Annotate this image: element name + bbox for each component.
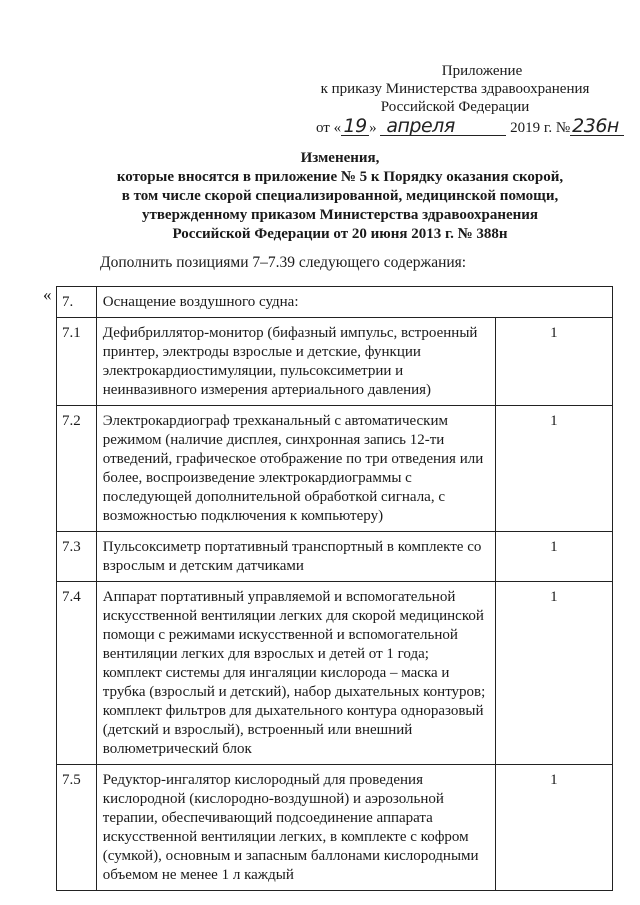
row-description (96, 765, 495, 891)
country-name: Российской Федерации (380, 99, 530, 115)
row-description (96, 582, 495, 765)
title-line: Изменения, (300, 150, 380, 166)
row-description (96, 318, 495, 406)
handwritten-month: апреля (380, 117, 506, 136)
handwritten-order-number: 236н (570, 117, 624, 136)
intro-text: Дополнить позициями 7–7.39 следующего содержания: (100, 254, 467, 271)
row-description (96, 532, 495, 582)
row-description-text: Аппарат портативный управляемой и вспомогательной искусственной вентиляции легких для скорой медицинской помощи с режимами искусственной и вспомогательной вентиляции легких для взрослых и детей от 1 года; комплект системы для ингаляции кислорода – маска и трубка (взрослый и детский), набор дыхательных контуров; комплект фильтров для дыхательного контура одноразовый (детский и взрослый), встроенный или внешний волюметрический блок (102, 589, 486, 757)
row-description (96, 287, 612, 318)
handwritten-day: 19 (341, 117, 369, 136)
table-row (57, 287, 613, 318)
row-quantity: 1 (495, 532, 612, 582)
row-quantity: 1 (495, 765, 612, 891)
table-row (57, 765, 613, 891)
title-line: Российской Федерации от 20 июня 2013 г. № 388н (172, 226, 508, 242)
row-quantity: 1 (495, 582, 612, 765)
order-date-line (300, 115, 619, 137)
table-row (57, 532, 613, 582)
row-description-text: Пульсоксиметр портативный транспортный в комплекте со взрослым и детским датчиками (102, 539, 482, 574)
date-mid: » (369, 120, 377, 136)
row-number: 7.3 (57, 532, 97, 582)
date-year: 2019 г. № (510, 120, 571, 136)
opening-quote: « (43, 285, 52, 304)
row-number: 7.4 (57, 582, 97, 765)
row-description-text: Электрокардиограф трехканальный с автоматическим режимом (наличие дисплея, синхронная запись 12-ти отведений, графическое отображение по три отведения или более, воспроизведение электрокардиограммы с последующей дополнительной обработкой сигнала, с возможностью подключения к компьютеру) (102, 413, 484, 524)
appendix-header (300, 62, 619, 137)
title-line: в том числе скорой специализированной, медицинской помощи, (121, 188, 559, 204)
appendix-label: Приложение (441, 63, 523, 79)
order-reference: к приказу Министерства здравоохранения (320, 81, 590, 97)
row-description-text: Редуктор-ингалятор кислородный для проведения кислородной (кислородно-воздушной) и аэрозольной терапии, обеспечивающий подсоединение аппарата искусственной вентиляции легких, в комплекте с кофром (сумкой), основным и запасным баллонами кислородными объемом не менее 1 л каждый (102, 772, 479, 883)
equipment-table (56, 286, 613, 891)
row-quantity: 1 (495, 318, 612, 406)
document-title (60, 149, 620, 244)
title-line: которые вносятся в приложение № 5 к Порядку оказания скорой, (116, 169, 564, 185)
row-number: 7. (57, 287, 97, 318)
row-number: 7.5 (57, 765, 97, 891)
row-quantity: 1 (495, 406, 612, 532)
date-prefix: от « (316, 120, 342, 136)
table-row (57, 582, 613, 765)
row-description-text: Дефибриллятор-монитор (бифазный импульс, встроенный принтер, электроды взрослые и детские, функции электрокардиостимуляции, пульсоксиметрии и неинвазивного измерения артериального давления) (102, 325, 478, 398)
table-row (57, 406, 613, 532)
title-line: утвержденному приказом Министерства здравоохранения (141, 207, 539, 223)
row-description-text: Оснащение воздушного судна: (102, 294, 299, 310)
row-number: 7.1 (57, 318, 97, 406)
table-row (57, 318, 613, 406)
row-description (96, 406, 495, 532)
row-number: 7.2 (57, 406, 97, 532)
